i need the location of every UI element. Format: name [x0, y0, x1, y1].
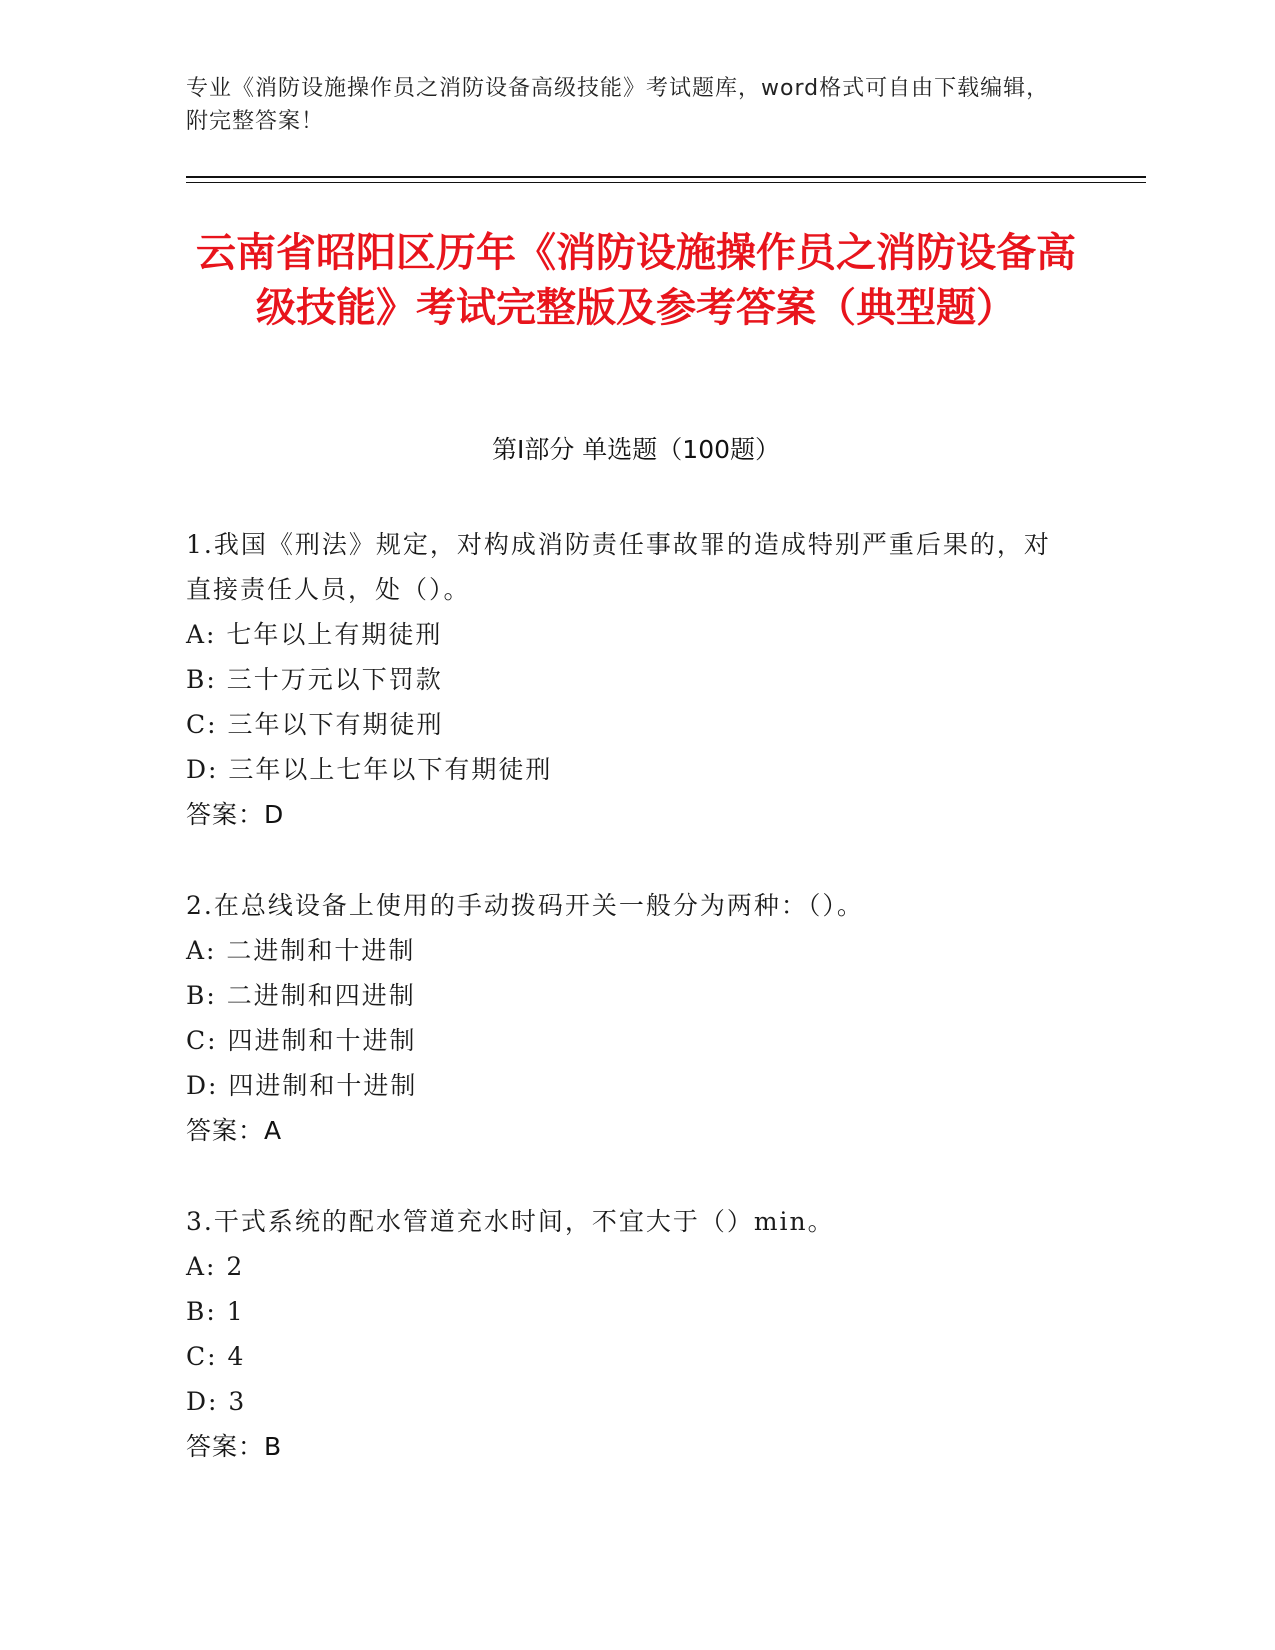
option-a: A: 二进制和十进制	[186, 936, 416, 965]
header-rule-thin	[186, 182, 1146, 183]
question-1	[186, 522, 1066, 837]
option-b: B: 1	[186, 1297, 245, 1326]
answer: 答案：D	[186, 800, 285, 829]
option-d: D: 3	[186, 1387, 247, 1416]
option-c: C: 三年以下有期徒刑	[186, 710, 444, 739]
option-c: C: 四进制和十进制	[186, 1026, 417, 1055]
option-b: B: 三十万元以下罚款	[186, 665, 443, 694]
section-title: 第Ⅰ部分 单选题（100题）	[491, 435, 781, 464]
option-a: A: 2	[186, 1252, 245, 1281]
question-2	[186, 883, 1066, 1153]
question-list	[186, 522, 1066, 1515]
document-title: 云南省昭阳区历年《消防设施操作员之消防设备高级技能》考试完整版及参考答案（典型题）	[196, 230, 1076, 331]
option-c: C: 4	[186, 1342, 246, 1371]
question-stem: 1.我国《刑法》规定，对构成消防责任事故罪的造成特别严重后果的，对直接责任人员，处（）。	[186, 530, 1051, 604]
header-rule-thick	[186, 176, 1146, 178]
option-a: A: 七年以上有期徒刑	[186, 620, 443, 649]
option-b: B: 二进制和四进制	[186, 981, 416, 1010]
option-d: D: 三年以上七年以下有期徒刑	[186, 755, 553, 784]
answer: 答案：B	[186, 1432, 283, 1461]
option-d: D: 四进制和十进制	[186, 1071, 418, 1100]
header-note: 专业《消防设施操作员之消防设备高级技能》考试题库，word格式可自由下载编辑，附完整答案！	[186, 76, 1050, 134]
question-stem: 3.干式系统的配水管道充水时间，不宜大于（）min。	[186, 1207, 835, 1236]
question-stem: 2.在总线设备上使用的手动拨码开关一般分为两种：（）。	[186, 891, 864, 920]
question-3	[186, 1199, 1066, 1469]
answer: 答案：A	[186, 1116, 283, 1145]
